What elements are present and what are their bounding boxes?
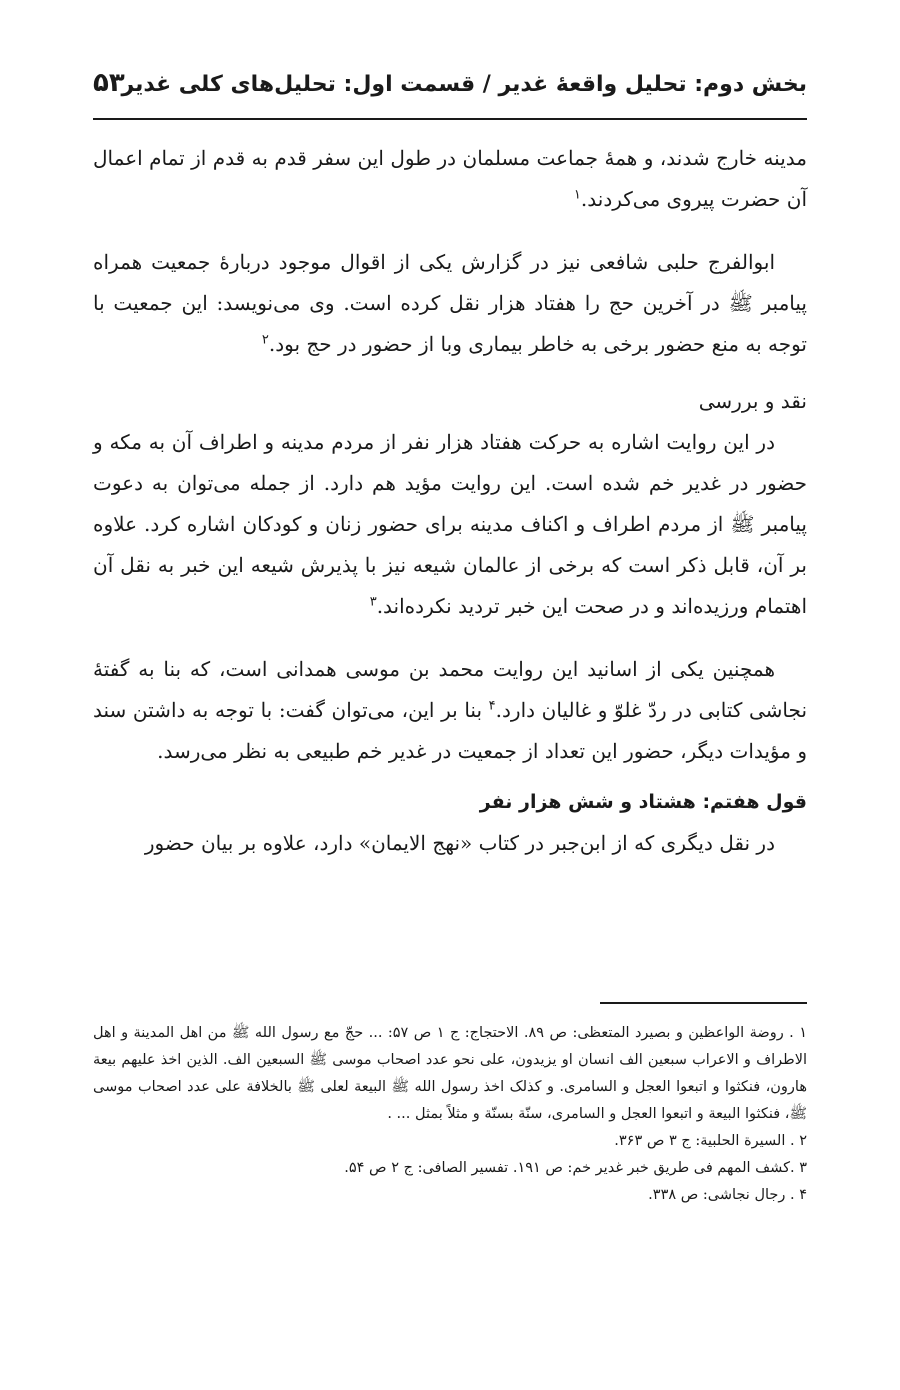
paragraph-4-text-b: بنا بر این، می‌توان گفت: با توجه به داشتن سند و مؤیدات دیگر، حضور این تعداد از جمعیت در غدیر خم طبیعی به نظر می‌رسد.	[93, 698, 807, 763]
footnote-ref-1: ۱	[573, 187, 581, 203]
footnote-ref-2: ۲	[261, 332, 269, 348]
header-rule	[93, 118, 807, 120]
paragraph-2-text: ابوالفرج حلبی شافعی نیز در گزارش یکی از اقوال موجود دربارهٔ جمعیت همراه پیامبر ﷺ در آخرین حج را هفتاد هزار نقل کرده است. وی می‌نویسد: این جمعیت با توجه به منع حضور برخی به خاطر بیماری وبا از حضور در حج بود.	[93, 250, 807, 356]
running-title: بخش دوم: تحلیل واقعهٔ غدیر / قسمت اول: تحلیل‌های کلی غدیر	[121, 72, 807, 97]
section-heading: قول هفتم: هشتاد و شش هزار نفر	[479, 791, 807, 813]
paragraph-3	[93, 422, 807, 627]
footnote-rule	[600, 1002, 807, 1004]
paragraph-4	[93, 649, 807, 772]
footnote-2: ۲ . السیرة الحلبیة: ج ۳ ص ۳۶۳.	[614, 1133, 807, 1149]
paragraph-2	[93, 242, 807, 365]
paragraph-4-text-a: همچنین یکی از اسانید این روایت محمد بن موسی همدانی است، که بنا به گفتهٔ نجاشی کتابی در ردّ غلوّ و غالیان دارد.	[93, 657, 808, 722]
subheading: نقد و بررسی	[698, 389, 807, 413]
paragraph-1-text: مدینه خارج شدند، و همهٔ جماعت مسلمان در طول این سفر قدم به قدم از تمام اعمال آن حضرت پیروی می‌کردند.	[93, 146, 807, 211]
footnote-3: ۳ .کشف المهم فی طریق خبر غدیر خم: ص ۱۹۱. تفسیر الصافی: ج ۲ ص ۵۴.	[344, 1160, 807, 1176]
paragraph-3-text: در این روایت اشاره به حرکت هفتاد هزار نفر از مردم مدینه و اطراف آن به مکه و حضور در غدیر خم شده است. این روایت مؤید هم دارد. از جمله می‌توان به دعوت پیامبر ﷺ از مردم اطراف و اکناف مدینه برای حضور زنان و کودکان اشاره کرد. علاوه بر آن، قابل ذکر است که برخی از عالمان شیعه نیز با پذیرش شیعه این خبر به نقل آن اهتمام ورزیده‌اند و در صحت این خبر تردید نکرده‌اند.	[93, 430, 807, 618]
main-text	[93, 138, 807, 864]
paragraph-5: در نقل دیگری که از ابن‌جبر در کتاب «نهج الایمان» دارد، علاوه بر بیان حضور	[144, 831, 775, 855]
page-number: ۵۳	[93, 68, 125, 98]
footnote-4: ۴ . رجال نجاشی: ص ۳۳۸.	[648, 1187, 807, 1203]
footnote-ref-3: ۳	[369, 594, 377, 610]
paragraph-1	[93, 138, 807, 220]
footnote-ref-4: ۴	[488, 698, 496, 714]
running-header	[93, 66, 807, 118]
footnotes	[93, 1020, 807, 1209]
footnote-1: ۱ . روضة الواعظین و بصیرد المتعظی: ص ۸۹. الاحتجاج: ج ۱ ص ۵۷: ... حجّ مع رسول الله ﷺ من اهل المدینة و اهل الاطراف و الاعراب سبعین الف انسان او یزیدون، علی نحو عدد اصحاب موسی ﷺ السبعین الف. الذین اخذ علیهم بیعة هارون، فنکثوا و اتبعوا العجل و السامری. و کذلک اخذ رسول الله ﷺ البیعة لعلی ﷺ بالخلافة علی عدد اصحاب موسی ﷺ، فنکثوا البیعة و اتبعوا العجل و السامری، سنّة بسنّة و مثلاً بمثل ... .	[93, 1025, 807, 1122]
